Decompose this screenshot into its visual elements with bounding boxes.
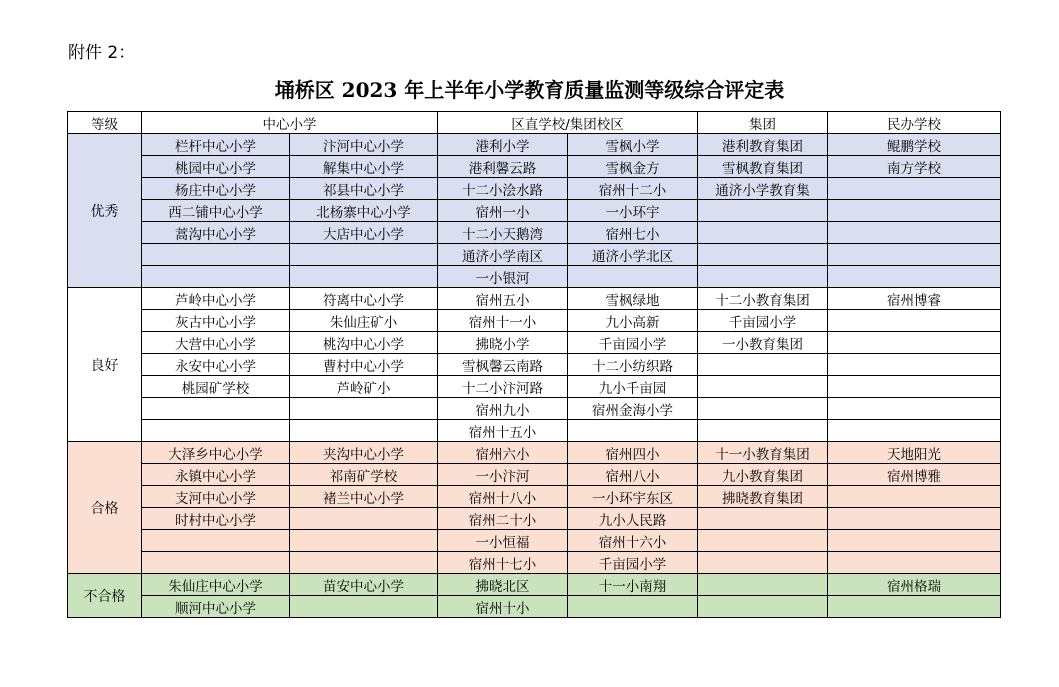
school-cell: 宿州四小 bbox=[568, 442, 698, 464]
school-cell: 千亩园小学 bbox=[568, 552, 698, 574]
school-cell: 十一小教育集团 bbox=[698, 442, 828, 464]
school-cell: 苗安中心小学 bbox=[290, 574, 438, 596]
school-cell: 永安中心小学 bbox=[142, 354, 290, 376]
table-row bbox=[68, 398, 1001, 420]
table-row bbox=[68, 266, 1001, 288]
school-cell: 杨庄中心小学 bbox=[142, 178, 290, 200]
school-cell: 九小千亩园 bbox=[568, 376, 698, 398]
school-cell bbox=[698, 200, 828, 222]
school-cell bbox=[828, 178, 1001, 200]
school-cell: 桃园中心小学 bbox=[142, 156, 290, 178]
school-cell: 港利馨云路 bbox=[438, 156, 568, 178]
school-cell: 通济小学教育集 bbox=[698, 178, 828, 200]
header-grade: 等级 bbox=[68, 112, 142, 134]
school-cell: 汴河中心小学 bbox=[290, 134, 438, 156]
school-cell: 祁县中心小学 bbox=[290, 178, 438, 200]
table-row bbox=[68, 464, 1001, 486]
school-cell: 宿州博雅 bbox=[828, 464, 1001, 486]
school-cell bbox=[698, 596, 828, 618]
table-row bbox=[68, 354, 1001, 376]
school-cell: 宿州十六小 bbox=[568, 530, 698, 552]
evaluation-table bbox=[67, 111, 1001, 618]
table-row bbox=[68, 420, 1001, 442]
school-cell bbox=[828, 596, 1001, 618]
school-cell bbox=[828, 530, 1001, 552]
school-cell: 宿州六小 bbox=[438, 442, 568, 464]
table-row bbox=[68, 574, 1001, 596]
school-cell: 芦岭矿小 bbox=[290, 376, 438, 398]
school-cell bbox=[142, 398, 290, 420]
school-cell: 宿州博睿 bbox=[828, 288, 1001, 310]
school-cell: 雪枫小学 bbox=[568, 134, 698, 156]
school-cell bbox=[290, 508, 438, 530]
table-row bbox=[68, 200, 1001, 222]
school-cell bbox=[828, 332, 1001, 354]
table-row bbox=[68, 486, 1001, 508]
school-cell: 千亩园小学 bbox=[568, 332, 698, 354]
school-cell bbox=[290, 244, 438, 266]
school-cell: 符离中心小学 bbox=[290, 288, 438, 310]
school-cell: 宿州十二小 bbox=[568, 178, 698, 200]
table-row bbox=[68, 552, 1001, 574]
table-row bbox=[68, 332, 1001, 354]
school-cell bbox=[698, 354, 828, 376]
school-cell: 天地阳光 bbox=[828, 442, 1001, 464]
school-cell bbox=[142, 266, 290, 288]
school-cell bbox=[698, 244, 828, 266]
school-cell: 雪枫馨云南路 bbox=[438, 354, 568, 376]
school-cell: 拂晓教育集团 bbox=[698, 486, 828, 508]
school-cell: 十二小教育集团 bbox=[698, 288, 828, 310]
table-row bbox=[68, 442, 1001, 464]
school-cell: 雪枫金方 bbox=[568, 156, 698, 178]
school-cell bbox=[698, 530, 828, 552]
school-cell bbox=[698, 508, 828, 530]
school-cell: 宿州一小 bbox=[438, 200, 568, 222]
school-cell: 鲲鹏学校 bbox=[828, 134, 1001, 156]
school-cell: 大泽乡中心小学 bbox=[142, 442, 290, 464]
school-cell: 十一小南翔 bbox=[568, 574, 698, 596]
school-cell bbox=[828, 398, 1001, 420]
school-cell bbox=[828, 420, 1001, 442]
table-row bbox=[68, 222, 1001, 244]
school-cell: 一小环宇东区 bbox=[568, 486, 698, 508]
grade-label: 不合格 bbox=[68, 574, 142, 618]
school-cell: 千亩园小学 bbox=[698, 310, 828, 332]
school-cell: 宿州十五小 bbox=[438, 420, 568, 442]
school-cell: 宿州七小 bbox=[568, 222, 698, 244]
school-cell bbox=[568, 420, 698, 442]
school-cell bbox=[828, 244, 1001, 266]
school-cell: 芦岭中心小学 bbox=[142, 288, 290, 310]
school-cell bbox=[698, 398, 828, 420]
school-cell: 宿州九小 bbox=[438, 398, 568, 420]
table-row bbox=[68, 156, 1001, 178]
school-cell: 港利小学 bbox=[438, 134, 568, 156]
school-cell bbox=[828, 508, 1001, 530]
school-cell: 曹村中心小学 bbox=[290, 354, 438, 376]
school-cell: 祁南矿学校 bbox=[290, 464, 438, 486]
school-cell bbox=[698, 420, 828, 442]
school-cell bbox=[698, 376, 828, 398]
school-cell: 十二小浍水路 bbox=[438, 178, 568, 200]
school-cell: 九小人民路 bbox=[568, 508, 698, 530]
header-center-schools: 中心小学 bbox=[142, 112, 438, 134]
school-cell: 一小教育集团 bbox=[698, 332, 828, 354]
header-row bbox=[68, 112, 1001, 134]
table-row bbox=[68, 310, 1001, 332]
school-cell bbox=[142, 552, 290, 574]
school-cell: 宿州十小 bbox=[438, 596, 568, 618]
school-cell: 通济小学北区 bbox=[568, 244, 698, 266]
table-row bbox=[68, 596, 1001, 618]
header-private-schools: 民办学校 bbox=[828, 112, 1001, 134]
school-cell: 解集中心小学 bbox=[290, 156, 438, 178]
school-cell bbox=[828, 354, 1001, 376]
table-row bbox=[68, 178, 1001, 200]
school-cell bbox=[290, 596, 438, 618]
school-cell: 夹沟中心小学 bbox=[290, 442, 438, 464]
school-cell: 时村中心小学 bbox=[142, 508, 290, 530]
school-cell: 宿州十八小 bbox=[438, 486, 568, 508]
school-cell: 宿州金海小学 bbox=[568, 398, 698, 420]
school-cell: 大营中心小学 bbox=[142, 332, 290, 354]
school-cell: 褚兰中心小学 bbox=[290, 486, 438, 508]
school-cell bbox=[828, 486, 1001, 508]
school-cell: 宿州五小 bbox=[438, 288, 568, 310]
school-cell: 十二小汴河路 bbox=[438, 376, 568, 398]
grade-label: 良好 bbox=[68, 288, 142, 442]
school-cell: 朱仙庄中心小学 bbox=[142, 574, 290, 596]
school-cell: 顺河中心小学 bbox=[142, 596, 290, 618]
school-cell bbox=[290, 530, 438, 552]
school-cell bbox=[290, 398, 438, 420]
school-cell bbox=[828, 376, 1001, 398]
school-cell: 宿州十七小 bbox=[438, 552, 568, 574]
school-cell: 朱仙庄矿小 bbox=[290, 310, 438, 332]
school-cell bbox=[290, 266, 438, 288]
table-row bbox=[68, 376, 1001, 398]
school-cell bbox=[698, 552, 828, 574]
school-cell: 大店中心小学 bbox=[290, 222, 438, 244]
school-cell: 雪枫绿地 bbox=[568, 288, 698, 310]
school-cell bbox=[142, 244, 290, 266]
school-cell: 蒿沟中心小学 bbox=[142, 222, 290, 244]
school-cell bbox=[290, 420, 438, 442]
school-cell: 宿州格瑞 bbox=[828, 574, 1001, 596]
school-cell bbox=[828, 310, 1001, 332]
attachment-label: 附件 2： bbox=[68, 43, 136, 63]
school-cell: 十二小天鹅湾 bbox=[438, 222, 568, 244]
school-cell bbox=[142, 530, 290, 552]
school-cell: 灰古中心小学 bbox=[142, 310, 290, 332]
school-cell: 宿州八小 bbox=[568, 464, 698, 486]
school-cell: 拂晓北区 bbox=[438, 574, 568, 596]
school-cell: 九小教育集团 bbox=[698, 464, 828, 486]
school-cell: 一小恒福 bbox=[438, 530, 568, 552]
school-cell: 宿州二十小 bbox=[438, 508, 568, 530]
school-cell bbox=[698, 574, 828, 596]
school-cell: 支河中心小学 bbox=[142, 486, 290, 508]
school-cell bbox=[828, 200, 1001, 222]
table-row bbox=[68, 508, 1001, 530]
header-group: 集团 bbox=[698, 112, 828, 134]
school-cell bbox=[698, 222, 828, 244]
school-cell: 一小银河 bbox=[438, 266, 568, 288]
school-cell bbox=[828, 266, 1001, 288]
school-cell: 永镇中心小学 bbox=[142, 464, 290, 486]
grade-label: 合格 bbox=[68, 442, 142, 574]
header-direct-schools: 区直学校/集团校区 bbox=[438, 112, 698, 134]
school-cell bbox=[698, 266, 828, 288]
school-cell: 通济小学南区 bbox=[438, 244, 568, 266]
table-row bbox=[68, 288, 1001, 310]
school-cell: 雪枫教育集团 bbox=[698, 156, 828, 178]
school-cell: 栏杆中心小学 bbox=[142, 134, 290, 156]
school-cell: 一小环宇 bbox=[568, 200, 698, 222]
page-title: 埇桥区 2023 年上半年小学教育质量监测等级综合评定表 bbox=[274, 78, 785, 102]
school-cell: 九小高新 bbox=[568, 310, 698, 332]
school-cell: 南方学校 bbox=[828, 156, 1001, 178]
table-row bbox=[68, 244, 1001, 266]
school-cell: 西二铺中心小学 bbox=[142, 200, 290, 222]
school-cell: 港利教育集团 bbox=[698, 134, 828, 156]
school-cell bbox=[828, 222, 1001, 244]
school-cell: 一小汴河 bbox=[438, 464, 568, 486]
school-cell bbox=[290, 552, 438, 574]
table-row bbox=[68, 134, 1001, 156]
school-cell: 北杨寨中心小学 bbox=[290, 200, 438, 222]
school-cell bbox=[828, 552, 1001, 574]
school-cell: 拂晓小学 bbox=[438, 332, 568, 354]
school-cell bbox=[568, 266, 698, 288]
school-cell: 十二小纺织路 bbox=[568, 354, 698, 376]
table-row bbox=[68, 530, 1001, 552]
school-cell bbox=[142, 420, 290, 442]
school-cell: 桃园矿学校 bbox=[142, 376, 290, 398]
school-cell bbox=[568, 596, 698, 618]
school-cell: 宿州十一小 bbox=[438, 310, 568, 332]
school-cell: 桃沟中心小学 bbox=[290, 332, 438, 354]
grade-label: 优秀 bbox=[68, 134, 142, 288]
